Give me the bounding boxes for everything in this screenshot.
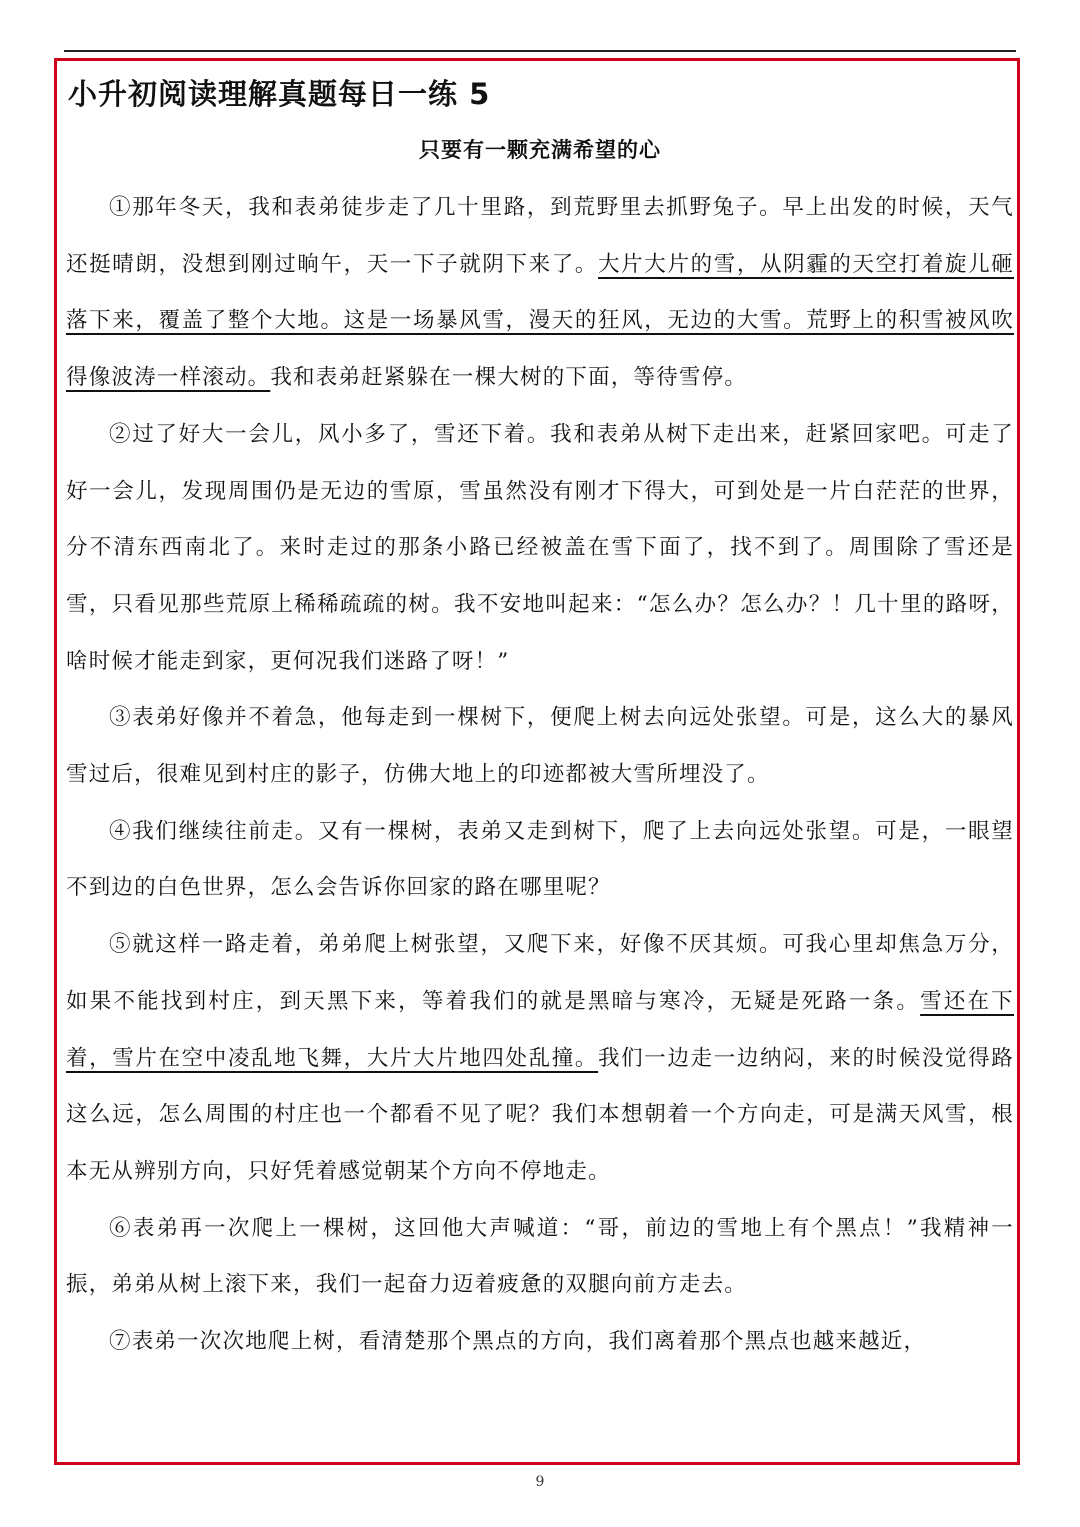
paragraph-4: ④我们继续往前走。又有一棵树，表弟又走到树下，爬了上去向远处张望。可是，一眼望不到边的白色世界，怎么会告诉你回家的路在哪里呢？ <box>66 818 1014 901</box>
paragraph-1-end: 我和表弟赶紧躲在一棵大树的下面，等待雪停。 <box>270 365 748 391</box>
header-rule <box>64 50 1016 52</box>
article-title: 只要有一颗充满希望的心 <box>419 137 661 162</box>
document-title: 小升初阅读理解真题每日一练 5 <box>68 77 491 111</box>
underlined-sentence-1: 大片大片的雪，从阴霾的天空打着旋儿砸落下来，覆盖了整个大地。这是一场暴风雪，漫天的狂风，无边的大雪。荒野上的积雪被风吹得像波涛一样滚动。 <box>66 251 1014 391</box>
article-body <box>66 180 1014 1371</box>
paragraph-3: ③表弟好像并不着急，他每走到一棵树下，便爬上树去向远处张望。可是，这么大的暴风雪过后，很难见到村庄的影子，仿佛大地上的印迹都被大雪所埋没了。 <box>66 705 1014 788</box>
paragraph-6: ⑥表弟再一次爬上一棵树，这回他大声喊道：“哥，前边的雪地上有个黑点！”我精神一振，弟弟从树上滚下来，我们一起奋力迈着疲惫的双腿向前方走去。 <box>66 1215 1014 1298</box>
paragraph-1 <box>66 180 1014 407</box>
page-number: 9 <box>535 1474 545 1490</box>
paragraph-5 <box>66 917 1014 1201</box>
underlined-sentence-2: 雪还在下着，雪片在空中凌乱地飞舞，大片大片地四处乱撞。 <box>66 988 1014 1071</box>
paragraph-2: ②过了好大一会儿，风小多了，雪还下着。我和表弟从树下走出来，赶紧回家吧。可走了好一会儿，发现周围仍是无边的雪原，雪虽然没有刚才下得大，可到处是一片白茫茫的世界，分不清东西南北了。来时走过的那条小路已经被盖在雪下面了，找不到了。周围除了雪还是雪，只看见那些荒原上稀稀疏疏的树。我不安地叫起来：“怎么办？怎么办？！几十里的路呀，啥时候才能走到家，更何况我们迷路了呀！” <box>66 421 1014 674</box>
paragraph-5-end: 我们一边走一边纳闷，来的时候没觉得路这么远，怎么周围的村庄也一个都看不见了呢？我们本想朝着一个方向走，可是满天风雪，根本无从辨别方向，只好凭着感觉朝某个方向不停地走。 <box>66 1045 1014 1184</box>
paragraph-7: ⑦表弟一次次地爬上树，看清楚那个黑点的方向，我们离着那个黑点也越来越近， <box>109 1329 927 1355</box>
paragraph-5-start: ⑤就这样一路走着，弟弟爬上树张望，又爬下来，好像不厌其烦。可我心里却焦急万分，如果不能找到村庄，到天黑下来，等着我们的就是黑暗与寒冷，无疑是死路一条。 <box>66 932 1014 1014</box>
paragraph-1-start: ①那年冬天，我和表弟徒步走了几十里路，到荒野里去抓野兔子。早上出发的时候，天气还挺晴朗，没想到刚过晌午，天一下子就阴下来了。 <box>66 195 1014 277</box>
